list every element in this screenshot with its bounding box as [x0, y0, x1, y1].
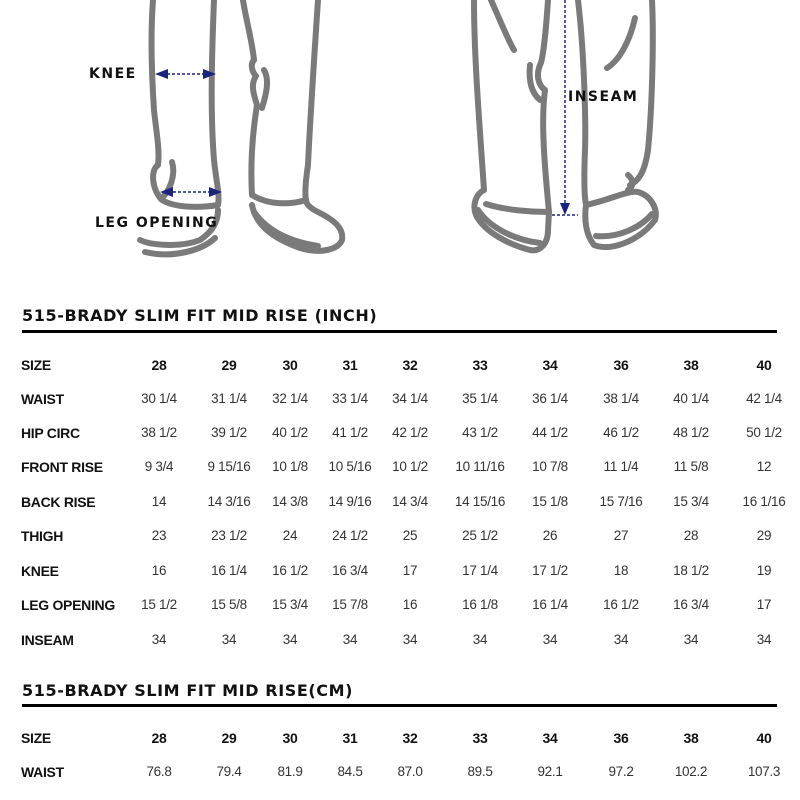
row-label: SIZE: [21, 357, 51, 373]
table-cell: 14 9/16: [328, 494, 372, 509]
size-cell: 40: [756, 357, 772, 373]
table-cell: 76.8: [146, 764, 172, 779]
table-cell: 15 7/8: [332, 597, 368, 612]
table-cell: 16 1/2: [272, 563, 308, 578]
table-row-size: [0, 730, 800, 750]
table-row-knee: [0, 563, 800, 583]
table-cell: 15 1/2: [141, 597, 177, 612]
row-label: WAIST: [21, 391, 64, 407]
table-cell: 9 3/4: [144, 459, 174, 474]
table-cell: 38 1/2: [141, 425, 177, 440]
table-cell: 16: [151, 563, 167, 578]
size-cell: 28: [151, 357, 167, 373]
table-cell: 23 1/2: [211, 528, 247, 543]
table-cell: 14: [151, 494, 167, 509]
table-cell: 16 1/8: [462, 597, 498, 612]
table-cell: 42 1/4: [746, 391, 782, 406]
table-cell: 25: [402, 528, 418, 543]
table-row-waist: [0, 391, 800, 411]
inch-table-title: 515-BRADY SLIM FIT MID RISE (INCH): [22, 306, 378, 325]
table-cell: 27: [613, 528, 629, 543]
knee-label: KNEE: [89, 66, 137, 82]
size-cell: 32: [402, 730, 418, 746]
size-cell: 32: [402, 357, 418, 373]
table-cell: 34: [151, 632, 167, 647]
size-cell: 33: [472, 730, 488, 746]
table-cell: 18 1/2: [673, 563, 709, 578]
table-cell: 33 1/4: [332, 391, 368, 406]
table-cell: 16 1/4: [532, 597, 568, 612]
table-cell: 81.9: [277, 764, 303, 779]
table-cell: 35 1/4: [462, 391, 498, 406]
row-label: FRONT RISE: [21, 459, 103, 475]
table-cell: 39 1/2: [211, 425, 247, 440]
table-cell: 31 1/4: [211, 391, 247, 406]
table-cell: 19: [756, 563, 772, 578]
table-cell: 43 1/2: [462, 425, 498, 440]
table-cell: 36 1/4: [532, 391, 568, 406]
table-cell: 25 1/2: [462, 528, 498, 543]
table-cell: 89.5: [467, 764, 493, 779]
table-cell: 24: [282, 528, 298, 543]
table-cell: 34: [542, 632, 558, 647]
size-cell: 36: [613, 357, 629, 373]
size-cell: 31: [342, 730, 358, 746]
inch-table-divider: [22, 330, 777, 333]
inseam-label: INSEAM: [568, 89, 639, 105]
cm-table-divider: [22, 704, 777, 707]
table-cell: 10 1/8: [272, 459, 308, 474]
table-row-size: [0, 357, 800, 377]
table-cell: 10 1/2: [392, 459, 428, 474]
table-cell: 24 1/2: [332, 528, 368, 543]
table-cell: 16 3/4: [332, 563, 368, 578]
table-cell: 12: [756, 459, 772, 474]
table-cell: 11 1/4: [603, 459, 639, 474]
table-cell: 16 1/2: [603, 597, 639, 612]
cm-table-title: 515-BRADY SLIM FIT MID RISE(CM): [22, 681, 354, 700]
table-row-inseam: [0, 632, 800, 652]
row-label: KNEE: [21, 563, 59, 579]
table-cell: 28: [683, 528, 699, 543]
measurement-illustration: [0, 0, 800, 270]
table-cell: 10 7/8: [532, 459, 568, 474]
table-cell: 9 15/16: [207, 459, 251, 474]
table-cell: 14 15/16: [454, 494, 506, 509]
table-cell: 32 1/4: [272, 391, 308, 406]
row-label: THIGH: [21, 528, 64, 544]
row-label: SIZE: [21, 730, 51, 746]
table-cell: 107.3: [747, 764, 781, 779]
size-cell: 30: [282, 357, 298, 373]
table-cell: 17: [402, 563, 418, 578]
table-cell: 16: [402, 597, 418, 612]
table-cell: 15 5/8: [211, 597, 247, 612]
table-cell: 34: [282, 632, 298, 647]
table-cell: 84.5: [337, 764, 363, 779]
row-label: BACK RISE: [21, 494, 96, 510]
table-cell: 34: [221, 632, 237, 647]
table-row-waist: [0, 764, 800, 784]
table-cell: 14 3/8: [272, 494, 308, 509]
table-cell: 102.2: [674, 764, 708, 779]
row-label: WAIST: [21, 764, 64, 780]
table-cell: 46 1/2: [603, 425, 639, 440]
table-cell: 34: [342, 632, 358, 647]
table-cell: 41 1/2: [332, 425, 368, 440]
table-cell: 42 1/2: [392, 425, 428, 440]
table-cell: 17 1/4: [462, 563, 498, 578]
table-cell: 87.0: [397, 764, 423, 779]
table-cell: 34 1/4: [392, 391, 428, 406]
size-cell: 33: [472, 357, 488, 373]
size-cell: 34: [542, 730, 558, 746]
table-cell: 34: [613, 632, 629, 647]
table-cell: 29: [756, 528, 772, 543]
table-row-leg-opening: [0, 597, 800, 617]
size-cell: 28: [151, 730, 167, 746]
table-cell: 40 1/4: [673, 391, 709, 406]
table-cell: 50 1/2: [746, 425, 782, 440]
table-cell: 10 11/16: [455, 459, 505, 474]
size-cell: 38: [683, 357, 699, 373]
table-cell: 15 7/16: [599, 494, 643, 509]
size-cell: 31: [342, 357, 358, 373]
table-cell: 10 5/16: [328, 459, 372, 474]
row-label: LEG OPENING: [21, 597, 115, 613]
table-cell: 40 1/2: [272, 425, 308, 440]
row-label: INSEAM: [21, 632, 74, 648]
size-cell: 29: [221, 357, 237, 373]
table-cell: 18: [613, 563, 629, 578]
table-cell: 34: [402, 632, 418, 647]
table-cell: 15 3/4: [673, 494, 709, 509]
table-cell: 17: [756, 597, 772, 612]
table-cell: 16 1/16: [742, 494, 786, 509]
table-cell: 97.2: [608, 764, 634, 779]
table-cell: 26: [542, 528, 558, 543]
table-cell: 14 3/16: [207, 494, 251, 509]
table-cell: 92.1: [537, 764, 563, 779]
table-cell: 79.4: [216, 764, 242, 779]
table-cell: 14 3/4: [392, 494, 428, 509]
table-row-front-rise: [0, 459, 800, 479]
table-cell: 23: [151, 528, 167, 543]
table-cell: 34: [683, 632, 699, 647]
table-cell: 30 1/4: [141, 391, 177, 406]
size-cell: 34: [542, 357, 558, 373]
leg-opening-label: LEG OPENING: [95, 215, 219, 231]
table-cell: 34: [472, 632, 488, 647]
table-row-hip-circ: [0, 425, 800, 445]
row-label: HIP CIRC: [21, 425, 80, 441]
table-cell: 17 1/2: [532, 563, 568, 578]
size-cell: 29: [221, 730, 237, 746]
size-cell: 40: [756, 730, 772, 746]
table-cell: 15 1/8: [532, 494, 568, 509]
table-row-thigh: [0, 528, 800, 548]
table-cell: 38 1/4: [603, 391, 639, 406]
table-cell: 44 1/2: [532, 425, 568, 440]
table-row-back-rise: [0, 494, 800, 514]
size-cell: 38: [683, 730, 699, 746]
table-cell: 11 5/8: [673, 459, 709, 474]
table-cell: 15 3/4: [272, 597, 308, 612]
size-cell: 30: [282, 730, 298, 746]
table-cell: 34: [756, 632, 772, 647]
table-cell: 16 1/4: [211, 563, 247, 578]
table-cell: 16 3/4: [673, 597, 709, 612]
table-cell: 48 1/2: [673, 425, 709, 440]
size-cell: 36: [613, 730, 629, 746]
